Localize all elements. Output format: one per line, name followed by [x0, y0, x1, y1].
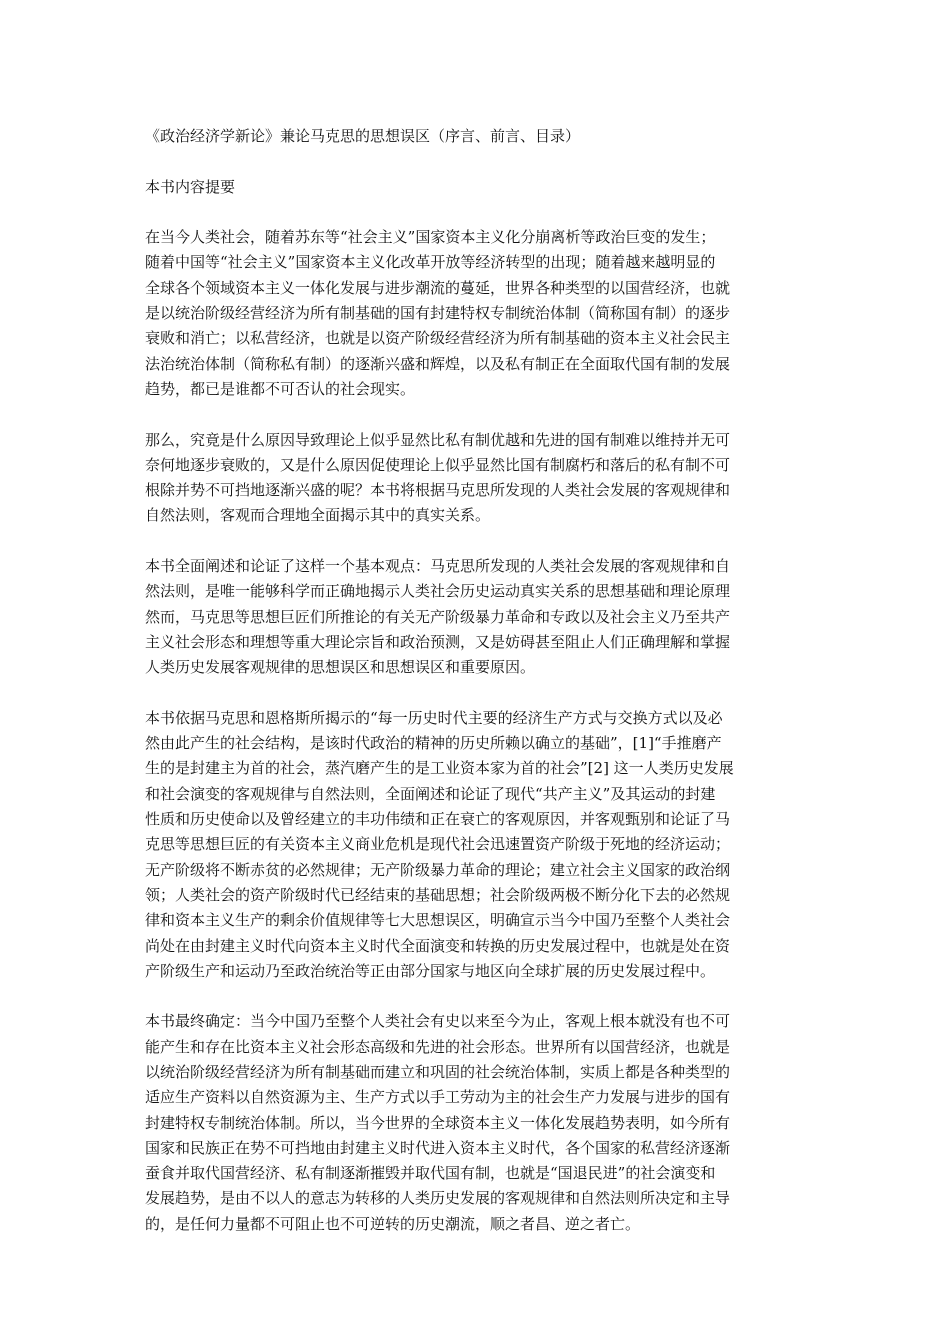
paragraph-line: 然法则，是唯一能够科学而正确地揭示人类社会历史运动真实关系的思想基础和理论原理: [145, 582, 731, 601]
paragraph: [145, 1009, 811, 1237]
paragraph-line: 然而，马克思等思想巨匠们所推论的有关无产阶级暴力革命和专政以及社会主义乃至共产: [145, 607, 731, 626]
paragraph-line: 适应生产资料以自然资源为主、生产方式以手工劳动为主的社会生产力发展与进步的国有: [145, 1088, 731, 1107]
section-heading: 本书内容提要: [145, 177, 236, 196]
paragraph-line: 能产生和存在比资本主义社会形态高级和先进的社会形态。世界所有以国营经济，也就是: [145, 1037, 731, 1056]
paragraph: [145, 554, 811, 680]
paragraph-line: 本书依据马克思和恩格斯所揭示的“每一历史时代主要的经济生产方式与交换方式以及必: [145, 708, 723, 727]
paragraph-line: 以统治阶级经营经济为所有制基础而建立和巩固的社会统治体制，实质上都是各种类型的: [145, 1062, 731, 1081]
paragraph-line: 本书全面阐述和论证了这样一个基本观点：马克思所发现的人类社会发展的客观规律和自: [145, 557, 731, 576]
paragraph-line: 是以统治阶级经营经济为所有制基础的国有封建特权专制统治体制（简称国有制）的逐步: [145, 304, 731, 323]
paragraph-line: 律和资本主义生产的剩余价值规律等七大思想误区，明确宣示当今中国乃至整个人类社会: [145, 911, 731, 930]
paragraph-line: 领；人类社会的资产阶级时代已经结束的基础思想；社会阶级两极不断分化下去的必然规: [145, 885, 731, 904]
paragraph-line: 衰败和消亡；以私营经济，也就是以资产阶级经营经济为所有制基础的资本主义社会民主: [145, 329, 731, 348]
paragraph-line: 发展趋势，是由不以人的意志为转移的人类历史发展的客观规律和自然法则所决定和主导: [145, 1189, 731, 1208]
paragraph-line: 尚处在由封建主义时代向资本主义时代全面演变和转换的历史发展过程中，也就是处在资: [145, 936, 731, 955]
paragraph-line: 主义社会形态和理想等重大理论宗旨和政治预测，又是妨碍甚至阻止人们正确理解和掌握: [145, 632, 731, 651]
paragraph-line: 无产阶级将不断赤贫的必然规律；无产阶级暴力革命的理论；建立社会主义国家的政治纲: [145, 860, 731, 879]
paragraph-line: 根除并势不可挡地逐渐兴盛的呢？本书将根据马克思所发现的人类社会发展的客观规律和: [145, 481, 731, 500]
paragraph-line: 的，是任何力量都不可阻止也不可逆转的历史潮流，顺之者昌、逆之者亡。: [145, 1214, 641, 1233]
paragraph-line: 全球各个领域资本主义一体化发展与进步潮流的蔓延，世界各种类型的以国营经济，也就: [145, 278, 731, 297]
paragraph-line: 自然法则，客观而合理地全面揭示其中的真实关系。: [145, 506, 491, 525]
paragraph-line: 产阶级生产和运动乃至政治统治等正由部分国家与地区向全球扩展的历史发展过程中。: [145, 961, 716, 980]
paragraph-line: 人类历史发展客观规律的思想误区和思想误区和重要原因。: [145, 658, 536, 677]
paragraph-line: 克思等思想巨匠的有关资本主义商业危机是现代社会迅速置资产阶级于死地的经济运动；: [145, 835, 731, 854]
paragraph-line: 那么，究竟是什么原因导致理论上似乎显然比私有制优越和先进的国有制难以维持并无可: [145, 430, 731, 449]
paragraph: [145, 706, 811, 984]
paragraph-line: 性质和历史使命以及曾经建立的丰功伟绩和正在衰亡的客观原因，并客观甄别和论证了马: [145, 810, 731, 829]
paragraph-line: 封建特权专制统治体制。所以，当今世界的全球资本主义一体化发展趋势表明，如今所有: [145, 1113, 731, 1132]
document-body: [145, 124, 811, 1237]
document-title: 《政治经济学新论》兼论马克思的思想误区（序言、前言、目录）: [145, 127, 581, 145]
paragraph-line: 和社会演变的客观规律与自然法则，全面阐述和论证了现代“共产主义”及其运动的封建: [145, 784, 716, 803]
paragraph-line: 法治统治体制（简称私有制）的逐渐兴盛和辉煌，以及私有制正在全面取代国有制的发展: [145, 354, 731, 373]
paragraph-list: [145, 225, 811, 1237]
paragraph-line: 国家和民族正在势不可挡地由封建主义时代进入资本主义时代，各个国家的私营经济逐渐: [145, 1138, 731, 1157]
paragraph-line: 生的是封建主为首的社会，蒸汽磨产生的是工业资本家为首的社会”[2] 这一人类历史发展: [145, 759, 734, 778]
paragraph-line: 蚕食并取代国营经济、私有制逐渐摧毁并取代国有制，也就是“国退民进”的社会演变和: [145, 1164, 716, 1183]
paragraph-line: 趋势，都已是谁都不可否认的社会现实。: [145, 379, 416, 398]
paragraph-line: 奈何地逐步衰败的，又是什么原因促使理论上似乎显然比国有制腐朽和落后的私有制不可: [145, 455, 731, 474]
paragraph: [145, 428, 811, 529]
paragraph-line: 随着中国等“社会主义”国家资本主义化改革开放等经济转型的出现；随着越来越明显的: [145, 253, 716, 272]
paragraph-line: 本书最终确定：当今中国乃至整个人类社会有史以来至今为止，客观上根本就没有也不可: [145, 1012, 731, 1031]
paragraph-line: 然由此产生的社会结构，是该时代政治的精神的历史所赖以确立的基础”，[1]“手推磨产: [145, 734, 722, 753]
paragraph: [145, 225, 811, 402]
paragraph-line: 在当今人类社会，随着苏东等“社会主义”国家资本主义化分崩离析等政治巨变的发生；: [145, 228, 716, 247]
